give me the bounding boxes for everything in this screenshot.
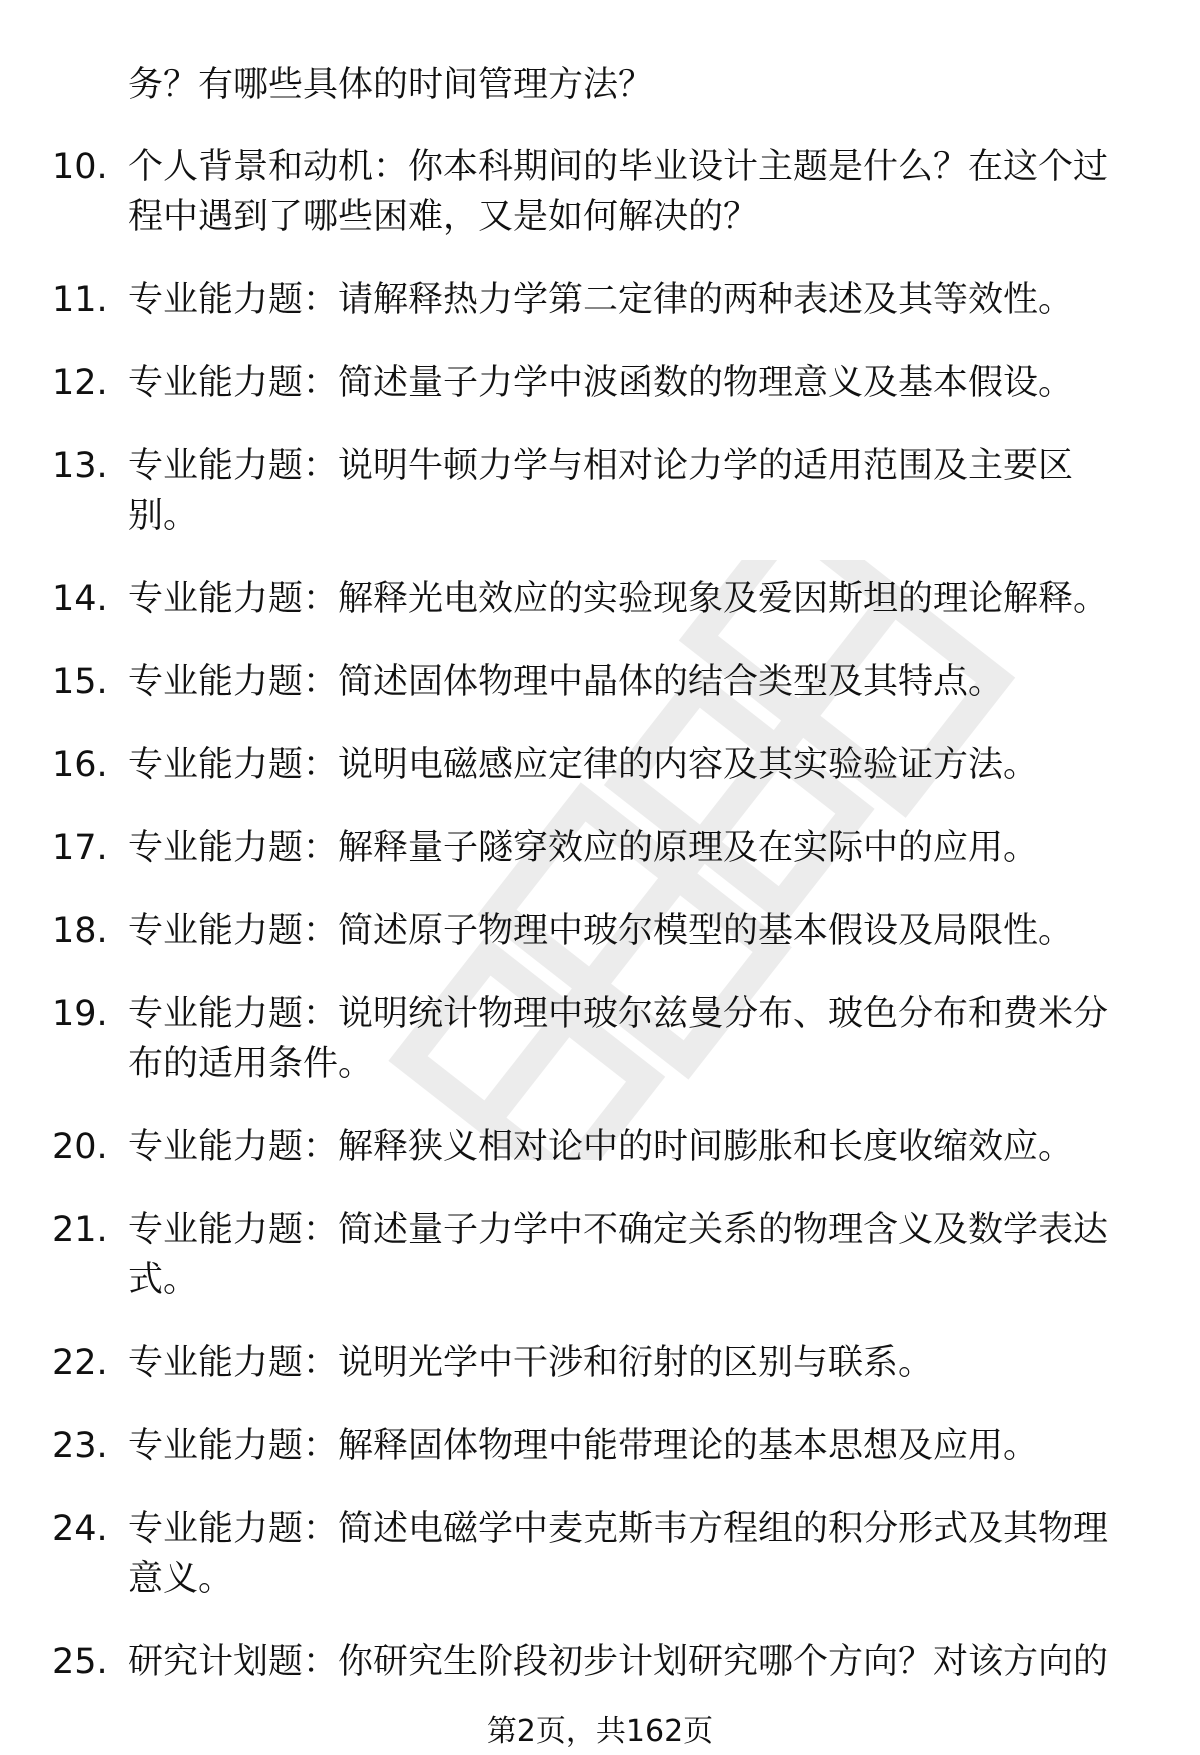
question-text: 专业能力题：简述量子力学中不确定关系的物理含义及数学表达式。: [128, 1210, 1109, 1300]
question-item: [0, 740, 1200, 790]
question-number: 17.: [52, 828, 108, 868]
question-number: 18.: [52, 911, 108, 951]
question-text: 专业能力题：解释光电效应的实验现象及爱因斯坦的理论解释。: [128, 579, 1109, 619]
question-number: 19.: [52, 994, 108, 1034]
question-item: [0, 574, 1200, 624]
question-text: 个人背景和动机：你本科期间的毕业设计主题是什么？在这个过程中遇到了哪些困难，又是如何解决的？: [128, 147, 1109, 237]
question-item: [0, 1122, 1200, 1172]
question-number: 23.: [52, 1426, 108, 1466]
question-text: 专业能力题：解释固体物理中能带理论的基本思想及应用。: [128, 1426, 1039, 1466]
question-text: 专业能力题：说明光学中干涉和衍射的区别与联系。: [128, 1343, 934, 1383]
question-text: 研究计划题：你研究生阶段初步计划研究哪个方向？对该方向的: [128, 1642, 1109, 1682]
question-item: [0, 1637, 1200, 1687]
question-text: 专业能力题：简述量子力学中波函数的物理意义及基本假设。: [128, 363, 1074, 403]
question-text: 专业能力题：简述固体物理中晶体的结合类型及其特点。: [128, 662, 1004, 702]
question-text: 专业能力题：解释狭义相对论中的时间膨胀和长度收缩效应。: [128, 1127, 1074, 1167]
question-text: 专业能力题：请解释热力学第二定律的两种表述及其等效性。: [128, 280, 1074, 320]
question-text: 专业能力题：简述原子物理中玻尔模型的基本假设及局限性。: [128, 911, 1074, 951]
question-item: [0, 989, 1200, 1089]
question-number: 24.: [52, 1509, 108, 1549]
question-item: [0, 1338, 1200, 1388]
question-item: [0, 906, 1200, 956]
continuation-text: 务？有哪些具体的时间管理方法？: [128, 65, 654, 105]
question-item: [0, 275, 1200, 325]
question-number: 16.: [52, 745, 108, 785]
question-item: [0, 441, 1200, 541]
question-item: [0, 657, 1200, 707]
question-number: 25.: [52, 1642, 108, 1682]
question-number: 20.: [52, 1127, 108, 1167]
question-number: 21.: [52, 1210, 108, 1250]
question-number: 14.: [52, 579, 108, 619]
question-text: 专业能力题：说明统计物理中玻尔兹曼分布、玻色分布和费米分布的适用条件。: [128, 994, 1109, 1084]
question-list: [0, 142, 1200, 1720]
question-number: 15.: [52, 662, 108, 702]
question-item: [0, 142, 1200, 242]
question-item: [0, 1504, 1200, 1604]
question-number: 12.: [52, 363, 108, 403]
question-number: 22.: [52, 1343, 108, 1383]
question-number: 11.: [52, 280, 108, 320]
question-text: 专业能力题：说明牛顿力学与相对论力学的适用范围及主要区别。: [128, 446, 1074, 536]
question-text: 专业能力题：解释量子隧穿效应的原理及在实际中的应用。: [128, 828, 1039, 868]
question-item: [0, 1421, 1200, 1471]
question-item: [0, 1205, 1200, 1305]
question-number: 13.: [52, 446, 108, 486]
question-text: 专业能力题：说明电磁感应定律的内容及其实验验证方法。: [128, 745, 1039, 785]
question-text: 专业能力题：简述电磁学中麦克斯韦方程组的积分形式及其物理意义。: [128, 1509, 1109, 1599]
question-number: 10.: [52, 147, 108, 187]
page-footer: 第2页，共162页: [486, 1714, 714, 1749]
question-item: [0, 823, 1200, 873]
question-item: [0, 358, 1200, 408]
